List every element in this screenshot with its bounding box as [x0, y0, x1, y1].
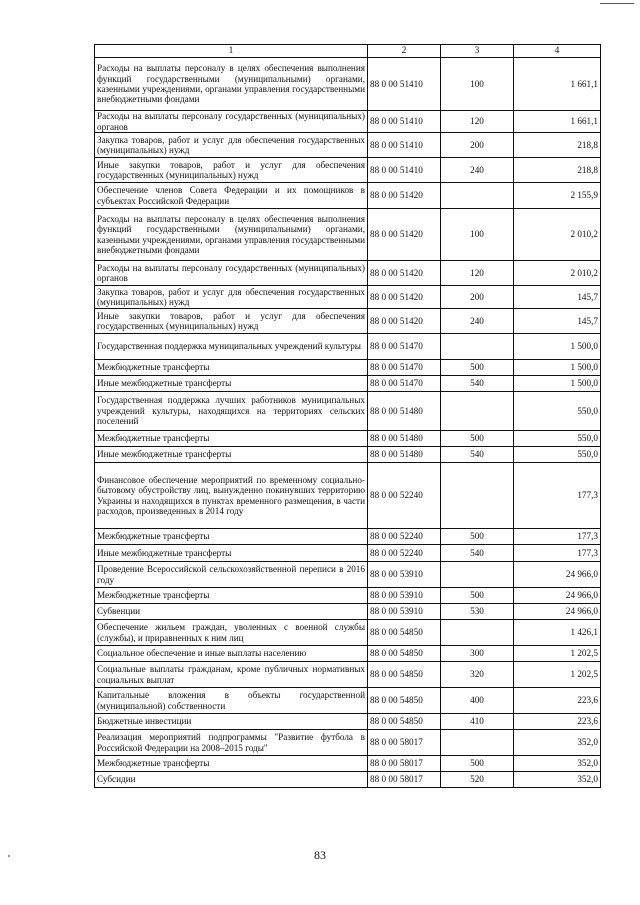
target-article-code: 88 0 00 51480: [368, 392, 441, 431]
expense-type-code: 120: [441, 111, 514, 133]
expense-type-code: 200: [441, 133, 514, 158]
expense-name: Бюджетные инвестиции: [95, 714, 368, 730]
target-article-code: 88 0 00 52240: [368, 463, 441, 529]
amount: 1 202,5: [514, 662, 601, 688]
target-article-code: 88 0 00 58017: [368, 772, 441, 788]
expense-type-code: [441, 392, 514, 431]
target-article-code: 88 0 00 51420: [368, 309, 441, 334]
amount: 2 010,2: [514, 261, 601, 286]
expense-name: Расходы на выплаты персоналу государственных (муниципальных) органов: [95, 261, 368, 286]
amount: 223,6: [514, 714, 601, 730]
expense-type-code: [441, 730, 514, 756]
expense-type-code: 100: [441, 58, 514, 111]
expense-name: Межбюджетные трансферты: [95, 588, 368, 604]
expense-type-code: 410: [441, 714, 514, 730]
table-row: [95, 334, 601, 360]
expense-name: Закупка товаров, работ и услуг для обеспечения государственных (муниципальных) нужд: [95, 286, 368, 309]
target-article-code: 88 0 00 51410: [368, 133, 441, 158]
amount: 2 155,9: [514, 183, 601, 209]
table-row: [95, 730, 601, 756]
target-article-code: 88 0 00 54850: [368, 688, 441, 714]
expense-type-code: 500: [441, 588, 514, 604]
amount: 145,7: [514, 309, 601, 334]
expense-type-code: 400: [441, 688, 514, 714]
header-cell-code: 2: [368, 45, 441, 58]
amount: 1 661,1: [514, 111, 601, 133]
table-row: [95, 620, 601, 646]
table-row: [95, 158, 601, 183]
table-row: [95, 286, 601, 309]
expense-name: Иные межбюджетные трансферты: [95, 545, 368, 562]
amount: 218,8: [514, 133, 601, 158]
target-article-code: 88 0 00 53910: [368, 604, 441, 620]
header-cell-amount: 4: [514, 45, 601, 58]
table-row: [95, 309, 601, 334]
expense-type-code: 240: [441, 158, 514, 183]
expense-name: Обеспечение членов Совета Федерации и их помощников в субъектах Российской Федерации: [95, 183, 368, 209]
expense-type-code: 540: [441, 447, 514, 463]
target-article-code: 88 0 00 54850: [368, 662, 441, 688]
expense-type-code: 120: [441, 261, 514, 286]
target-article-code: 88 0 00 51420: [368, 209, 441, 261]
expense-name: Иные межбюджетные трансферты: [95, 447, 368, 463]
budget-table: [94, 44, 601, 788]
expense-name: Иные межбюджетные трансферты: [95, 376, 368, 392]
expense-name: Обеспечение жильем граждан, уволенных с военной службы (службы), и приравненных к ним лиц: [95, 620, 368, 646]
target-article-code: 88 0 00 53910: [368, 562, 441, 588]
table-row: [95, 431, 601, 447]
corner-mark: [600, 3, 634, 4]
table-row: [95, 529, 601, 545]
expense-type-code: [441, 463, 514, 529]
expense-name: Социальное обеспечение и иные выплаты населению: [95, 646, 368, 662]
expense-type-code: 300: [441, 646, 514, 662]
table-row: [95, 58, 601, 111]
target-article-code: 88 0 00 58017: [368, 756, 441, 772]
header-cell-vr: 3: [441, 45, 514, 58]
expense-name: Финансовое обеспечение мероприятий по временному социально-бытовому обустройству лиц, вынужденно покинувших территорию Украины и находящихся в пунктах временного размещения, в части расходов, произведенных в 2014 году: [95, 463, 368, 529]
amount: 550,0: [514, 431, 601, 447]
expense-type-code: 500: [441, 756, 514, 772]
expense-type-code: 530: [441, 604, 514, 620]
expense-type-code: [441, 562, 514, 588]
target-article-code: 88 0 00 52240: [368, 545, 441, 562]
amount: 177,3: [514, 463, 601, 529]
amount: 218,8: [514, 158, 601, 183]
expense-name: Государственная поддержка лучших работников муниципальных учреждений культуры, находящихся на территориях сельских поселений: [95, 392, 368, 431]
table-row: [95, 183, 601, 209]
target-article-code: 88 0 00 51470: [368, 360, 441, 376]
expense-name: Расходы на выплаты персоналу государственных (муниципальных) органов: [95, 111, 368, 133]
table-row: [95, 646, 601, 662]
expense-type-code: 100: [441, 209, 514, 261]
expense-name: Расходы на выплаты персоналу в целях обеспечения выполнения функций государственными (муниципальными) органами, казенными учреждениями, органами управления государственными внебюджетными фондами: [95, 58, 368, 111]
amount: 352,0: [514, 730, 601, 756]
target-article-code: 88 0 00 54850: [368, 620, 441, 646]
table-row: [95, 662, 601, 688]
table-row: [95, 756, 601, 772]
amount: 145,7: [514, 286, 601, 309]
table-row: [95, 545, 601, 562]
target-article-code: 88 0 00 58017: [368, 730, 441, 756]
expense-name: Капитальные вложения в объекты государственной (муниципальной) собственности: [95, 688, 368, 714]
target-article-code: 88 0 00 54850: [368, 714, 441, 730]
table-row: [95, 588, 601, 604]
amount: 352,0: [514, 772, 601, 788]
expense-type-code: 200: [441, 286, 514, 309]
expense-name: Государственная поддержка муниципальных учреждений культуры: [95, 334, 368, 360]
table-row: [95, 688, 601, 714]
expense-type-code: 320: [441, 662, 514, 688]
expense-type-code: [441, 334, 514, 360]
expense-type-code: 540: [441, 545, 514, 562]
target-article-code: 88 0 00 52240: [368, 529, 441, 545]
expense-name: Межбюджетные трансферты: [95, 529, 368, 545]
target-article-code: 88 0 00 51410: [368, 58, 441, 111]
target-article-code: 88 0 00 51480: [368, 431, 441, 447]
expense-type-code: 540: [441, 376, 514, 392]
table-row: [95, 376, 601, 392]
expense-name: Межбюджетные трансферты: [95, 756, 368, 772]
expense-name: Субсидии: [95, 772, 368, 788]
expense-name: Проведение Всероссийской сельскохозяйственной переписи в 2016 году: [95, 562, 368, 588]
target-article-code: 88 0 00 51420: [368, 183, 441, 209]
amount: 24 966,0: [514, 604, 601, 620]
amount: 1 500,0: [514, 360, 601, 376]
amount: 24 966,0: [514, 588, 601, 604]
target-article-code: 88 0 00 53910: [368, 588, 441, 604]
table-row: [95, 714, 601, 730]
table-row: [95, 360, 601, 376]
expense-name: Закупка товаров, работ и услуг для обеспечения государственных (муниципальных) нужд: [95, 133, 368, 158]
amount: 1 500,0: [514, 376, 601, 392]
table-row: [95, 209, 601, 261]
amount: 177,3: [514, 529, 601, 545]
expense-type-code: [441, 620, 514, 646]
header-row: [95, 45, 601, 58]
amount: 1 426,1: [514, 620, 601, 646]
target-article-code: 88 0 00 54850: [368, 646, 441, 662]
expense-name: Иные закупки товаров, работ и услуг для обеспечения государственных (муниципальных) нужд: [95, 309, 368, 334]
amount: 1 661,1: [514, 58, 601, 111]
expense-name: Субвенции: [95, 604, 368, 620]
budget-table-body: [95, 58, 601, 788]
target-article-code: 88 0 00 51480: [368, 447, 441, 463]
page-number: 83: [314, 848, 326, 862]
expense-name: Иные закупки товаров, работ и услуг для обеспечения государственных (муниципальных) нужд: [95, 158, 368, 183]
table-row: [95, 133, 601, 158]
expense-type-code: 500: [441, 360, 514, 376]
target-article-code: 88 0 00 51470: [368, 376, 441, 392]
table-row: [95, 604, 601, 620]
amount: 24 966,0: [514, 562, 601, 588]
table-row: [95, 392, 601, 431]
expense-type-code: 520: [441, 772, 514, 788]
expense-name: Расходы на выплаты персоналу в целях обеспечения выполнения функций государственными (муниципальными) органами, казенными учреждениями, органами управления государственными внебюджетными фондами: [95, 209, 368, 261]
expense-name: Реализация мероприятий подпрограммы "Развитие футбола в Российской Федерации на 2008–2015 годы": [95, 730, 368, 756]
target-article-code: 88 0 00 51410: [368, 158, 441, 183]
table-row: [95, 772, 601, 788]
amount: 352,0: [514, 756, 601, 772]
table-row: [95, 463, 601, 529]
target-article-code: 88 0 00 51420: [368, 286, 441, 309]
target-article-code: 88 0 00 51420: [368, 261, 441, 286]
amount: 223,6: [514, 688, 601, 714]
expense-type-code: 240: [441, 309, 514, 334]
expense-name: Межбюджетные трансферты: [95, 360, 368, 376]
table-row: [95, 261, 601, 286]
amount: 177,3: [514, 545, 601, 562]
header-cell-name: 1: [95, 45, 368, 58]
amount: 550,0: [514, 447, 601, 463]
expense-name: Социальные выплаты гражданам, кроме публичных нормативных социальных выплат: [95, 662, 368, 688]
expense-name: Межбюджетные трансферты: [95, 431, 368, 447]
table-row: [95, 447, 601, 463]
amount: 1 202,5: [514, 646, 601, 662]
amount: 2 010,2: [514, 209, 601, 261]
table-row: [95, 111, 601, 133]
amount: 550,0: [514, 392, 601, 431]
expense-type-code: [441, 183, 514, 209]
amount: 1 500,0: [514, 334, 601, 360]
target-article-code: 88 0 00 51470: [368, 334, 441, 360]
expense-type-code: 500: [441, 431, 514, 447]
target-article-code: 88 0 00 51410: [368, 111, 441, 133]
table-row: [95, 562, 601, 588]
expense-type-code: 500: [441, 529, 514, 545]
